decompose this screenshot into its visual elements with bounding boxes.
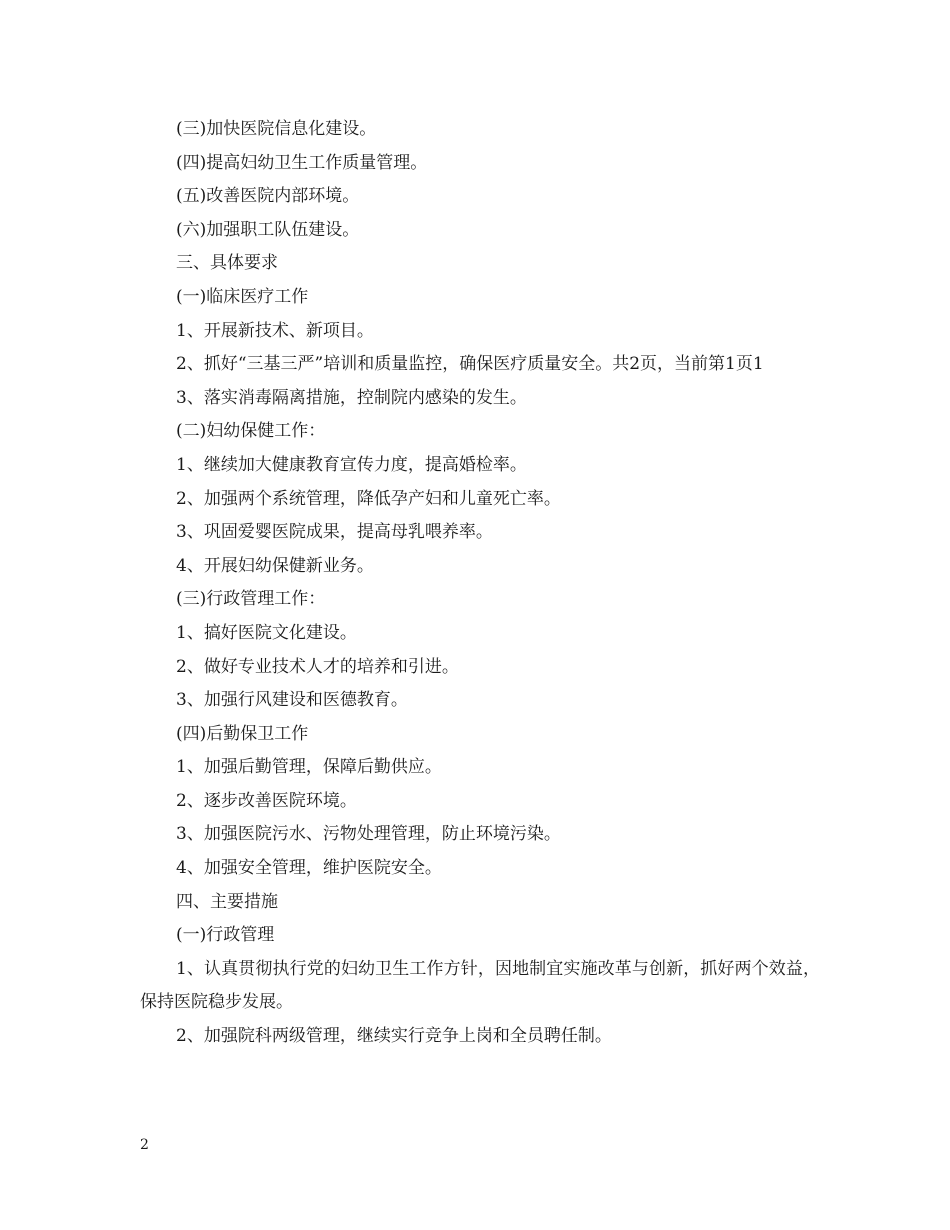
paragraph: (五)改善医院内部环境。 [176, 186, 360, 207]
paragraph: 3、落实消毒隔离措施，控制院内感染的发生。 [176, 387, 527, 408]
paragraph: 2、加强院科两级管理，继续实行竞争上岗和全员聘任制。 [176, 1026, 612, 1047]
paragraph: 1、继续加大健康教育宣传力度，提高婚检率。 [176, 454, 527, 475]
document-body [140, 113, 820, 1054]
subsection-heading: (二)妇幼保健工作： [176, 421, 326, 442]
paragraph: 2、抓好“三基三严”培训和质量监控，确保医疗质量安全。共2页，当前第1页1 [176, 354, 764, 375]
paragraph: 2、逐步改善医院环境。 [176, 790, 357, 811]
paragraph: 3、加强行风建设和医德教育。 [176, 690, 408, 711]
paragraph: 2、做好专业技术人才的培养和引进。 [176, 656, 459, 677]
paragraph: 1、搞好医院文化建设。 [176, 622, 357, 643]
paragraph: (四)提高妇幼卫生工作质量管理。 [176, 152, 428, 173]
paragraph: 1、认真贯彻执行党的妇幼卫生工作方针，因地制宜实施改革与创新，抓好两个效益，保持医院稳步发展。 [140, 958, 820, 1013]
paragraph: 2、加强两个系统管理，降低孕产妇和儿童死亡率。 [176, 488, 561, 509]
subsection-heading: (三)行政管理工作： [176, 589, 326, 610]
section-heading: 三、具体要求 [176, 253, 278, 274]
paragraph: 1、开展新技术、新项目。 [176, 320, 374, 341]
paragraph: (六)加强职工队伍建设。 [176, 219, 360, 240]
paragraph: 3、加强医院污水、污物处理管理，防止环境污染。 [176, 824, 561, 845]
paragraph: 4、加强安全管理，维护医院安全。 [176, 858, 442, 879]
subsection-heading: (四)后勤保卫工作 [176, 723, 309, 744]
paragraph: 3、巩固爱婴医院成果，提高母乳喂养率。 [176, 522, 493, 543]
paragraph: (三)加快医院信息化建设。 [176, 119, 377, 139]
page-number: 2 [140, 1137, 149, 1153]
paragraph: 1、加强后勤管理，保障后勤供应。 [176, 757, 442, 778]
section-heading: 四、主要措施 [176, 891, 278, 912]
paragraph: 4、开展妇幼保健新业务。 [176, 555, 374, 576]
subsection-heading: (一)临床医疗工作 [176, 286, 309, 307]
subsection-heading: (一)行政管理 [176, 925, 275, 946]
